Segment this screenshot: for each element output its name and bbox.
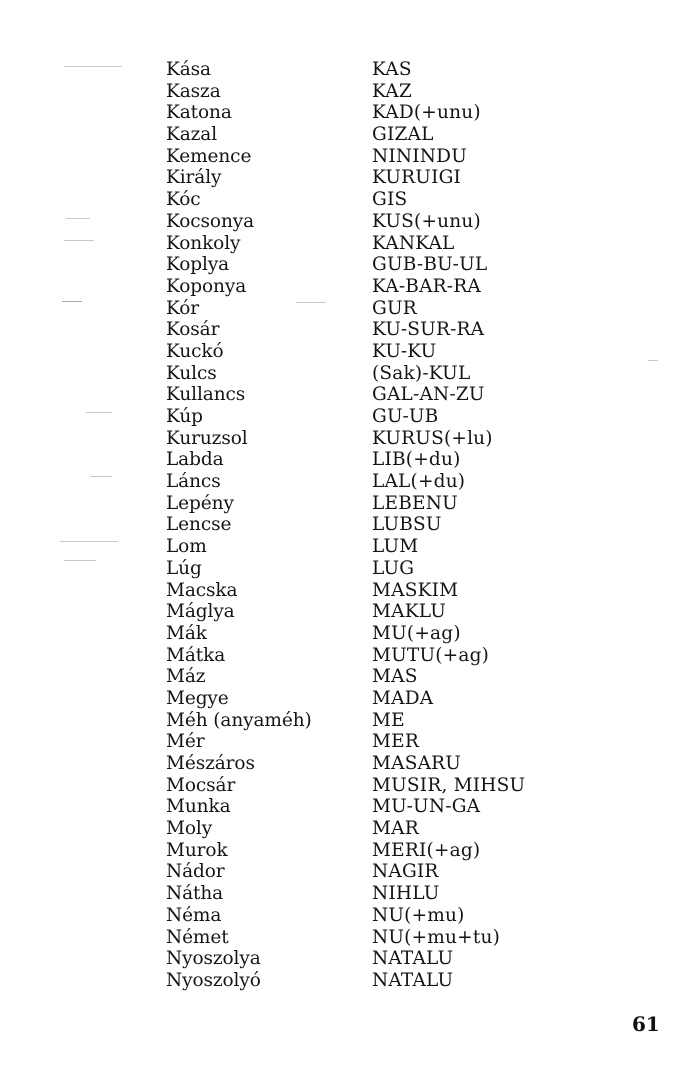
scan-speck	[648, 360, 658, 361]
hungarian-word: Nádor	[166, 861, 225, 883]
sumerian-word: KURUIGI	[372, 167, 462, 189]
hungarian-word: Koponya	[166, 275, 247, 297]
scan-speck	[62, 301, 82, 302]
hungarian-word: Kóc	[166, 189, 201, 211]
sumerian-word: GAL-AN-ZU	[372, 384, 485, 406]
sumerian-word: NU(+mu)	[372, 904, 465, 926]
list-item	[166, 189, 586, 211]
list-item	[166, 775, 586, 797]
hungarian-word: Máz	[166, 666, 206, 688]
sumerian-word: MASARU	[372, 753, 462, 774]
hungarian-word: Nyoszolyó	[166, 969, 261, 991]
hungarian-word: Kuruzsol	[166, 427, 248, 449]
sumerian-word: LAL(+du)	[372, 471, 466, 493]
sumerian-word: MUTU(+ag)	[372, 644, 490, 666]
sumerian-word: NU(+mu+tu)	[372, 926, 501, 948]
hungarian-word: Kosár	[166, 319, 220, 341]
hungarian-word: Munka	[166, 796, 231, 818]
sumerian-word: LIB(+du)	[372, 449, 461, 471]
word-list	[166, 59, 586, 992]
list-item	[166, 688, 586, 710]
list-item	[166, 59, 586, 81]
list-item	[166, 623, 586, 645]
list-item	[166, 471, 586, 493]
sumerian-word: MU-UN-GA	[372, 796, 481, 818]
list-item	[166, 927, 586, 949]
sumerian-word: LUM	[372, 536, 419, 558]
list-item	[166, 536, 586, 558]
list-item	[166, 796, 586, 818]
list-item	[166, 363, 586, 385]
list-item	[166, 167, 586, 189]
sumerian-word: KU-SUR-RA	[372, 319, 485, 341]
list-item	[166, 449, 586, 471]
sumerian-word: KAZ	[372, 80, 412, 102]
list-item	[166, 81, 586, 103]
scan-speck	[64, 560, 96, 561]
hungarian-word: Király	[166, 167, 222, 189]
sumerian-word: KANKAL	[372, 232, 455, 254]
sumerian-word: LUG	[372, 557, 415, 579]
hungarian-word: Kúp	[166, 406, 203, 427]
hungarian-word: Mészáros	[166, 753, 255, 774]
sumerian-word: LEBENU	[372, 492, 458, 514]
hungarian-word: Méh (anyaméh)	[166, 709, 312, 731]
hungarian-word: Nátha	[166, 883, 224, 905]
hungarian-word: Kocsonya	[166, 210, 255, 232]
hungarian-word: Megye	[166, 687, 229, 709]
list-item	[166, 645, 586, 667]
sumerian-word: LUBSU	[372, 514, 442, 536]
sumerian-word: KA-BAR-RA	[372, 275, 481, 297]
list-item	[166, 428, 586, 450]
hungarian-word: Mér	[166, 731, 205, 753]
list-item	[166, 861, 586, 883]
sumerian-word: ME	[372, 709, 405, 731]
sumerian-word: KUS(+unu)	[372, 210, 481, 232]
sumerian-word: GUR	[372, 297, 417, 319]
sumerian-word: (Sak)-KUL	[372, 362, 471, 384]
list-item	[166, 948, 586, 970]
list-item	[166, 731, 586, 753]
hungarian-word: Kuckó	[166, 340, 224, 362]
list-item	[166, 710, 586, 732]
list-item	[166, 666, 586, 688]
list-item	[166, 341, 586, 363]
hungarian-word: Mák	[166, 622, 207, 644]
hungarian-word: Mátka	[166, 644, 226, 666]
sumerian-word: NIHLU	[372, 883, 440, 905]
hungarian-word: Német	[166, 926, 229, 948]
hungarian-word: Néma	[166, 904, 222, 926]
hungarian-word: Kór	[166, 297, 200, 319]
sumerian-word: MER	[372, 731, 419, 753]
hungarian-word: Macska	[166, 579, 238, 601]
scan-speck	[86, 412, 112, 413]
hungarian-word: Moly	[166, 818, 213, 840]
list-item	[166, 514, 586, 536]
list-item	[166, 384, 586, 406]
hungarian-word: Lepény	[166, 492, 234, 514]
sumerian-word: KURUS(+lu)	[372, 427, 493, 449]
sumerian-word: GUB-BU-UL	[372, 254, 488, 276]
list-item	[166, 146, 586, 168]
list-item	[166, 233, 586, 255]
hungarian-word: Mocsár	[166, 774, 236, 796]
sumerian-word: NAGIR	[372, 861, 439, 883]
list-item	[166, 298, 586, 320]
sumerian-word: MU(+ag)	[372, 622, 461, 644]
sumerian-word: NATALU	[372, 969, 454, 991]
sumerian-word: MAKLU	[372, 601, 446, 623]
page-number: 61	[632, 1012, 660, 1036]
list-item	[166, 840, 586, 862]
sumerian-word: GU-UB	[372, 406, 439, 427]
list-item	[166, 580, 586, 602]
list-item	[166, 211, 586, 233]
scan-speck	[64, 240, 94, 241]
list-item	[166, 102, 586, 124]
hungarian-word: Koplya	[166, 254, 230, 276]
sumerian-word: NATALU	[372, 948, 454, 970]
sumerian-word: NININDU	[372, 145, 468, 167]
list-item	[166, 254, 586, 276]
list-item	[166, 753, 586, 775]
hungarian-word: Kazal	[166, 124, 218, 146]
hungarian-word: Lúg	[166, 557, 202, 579]
hungarian-word: Kullancs	[166, 384, 246, 406]
sumerian-word: GIZAL	[372, 124, 434, 146]
sumerian-word: GIS	[372, 189, 408, 211]
list-item	[166, 319, 586, 341]
hungarian-word: Nyoszolya	[166, 948, 261, 970]
sumerian-word: MAS	[372, 666, 418, 688]
list-item	[166, 276, 586, 298]
list-item	[166, 818, 586, 840]
hungarian-word: Kulcs	[166, 362, 217, 384]
scan-speck	[90, 476, 112, 477]
hungarian-word: Lom	[166, 536, 207, 558]
hungarian-word: Kemence	[166, 145, 252, 167]
list-item	[166, 601, 586, 623]
hungarian-word: Katona	[166, 102, 232, 124]
hungarian-word: Kása	[166, 59, 211, 80]
sumerian-word: KAS	[372, 59, 412, 80]
sumerian-word: KAD(+unu)	[372, 102, 481, 124]
hungarian-word: Máglya	[166, 601, 235, 623]
list-item	[166, 406, 586, 428]
hungarian-word: Kasza	[166, 80, 221, 102]
list-item	[166, 558, 586, 580]
hungarian-word: Labda	[166, 449, 224, 471]
sumerian-word: MAR	[372, 818, 419, 840]
hungarian-word: Láncs	[166, 471, 221, 493]
list-item	[166, 883, 586, 905]
sumerian-word: MUSIR, MIHSU	[372, 774, 526, 796]
sumerian-word: KU-KU	[372, 340, 437, 362]
sumerian-word: MADA	[372, 687, 434, 709]
sumerian-word: MERI(+ag)	[372, 839, 481, 861]
hungarian-word: Konkoly	[166, 232, 241, 254]
list-item	[166, 970, 586, 992]
hungarian-word: Lencse	[166, 514, 232, 536]
sumerian-word: MASKIM	[372, 579, 459, 601]
list-item	[166, 124, 586, 146]
list-item	[166, 905, 586, 927]
hungarian-word: Murok	[166, 839, 228, 861]
scan-speck	[60, 541, 118, 542]
scan-speck	[66, 218, 90, 219]
list-item	[166, 493, 586, 515]
scan-speck	[64, 66, 122, 67]
